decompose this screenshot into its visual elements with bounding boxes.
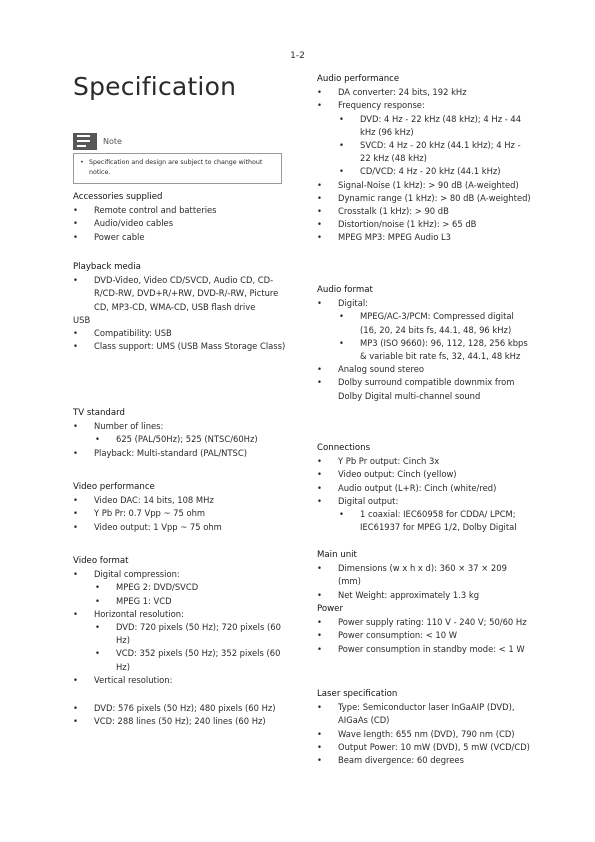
- list-subitem: • MPEG 2: DVD/SVCD: [73, 581, 288, 594]
- list-item: • Dynamic range (1 kHz): > 80 dB (A-weighted): [317, 192, 532, 205]
- list-subitem: • MPEG 1: VCD: [73, 595, 288, 608]
- list-item: • Class support: UMS (USB Mass Storage Class): [73, 340, 288, 353]
- note-text: Specification and design are subject to change without notice.: [89, 159, 263, 176]
- list-item: • Signal-Noise (1 kHz): > 90 dB (A-weighted): [317, 179, 532, 192]
- list-item: • Digital compression:: [73, 568, 288, 581]
- laser-section: [317, 688, 532, 767]
- video-performance-section: [73, 481, 288, 534]
- list-item: • Remote control and batteries: [73, 204, 288, 217]
- list-item: • Digital:: [317, 297, 532, 310]
- power-heading: Power: [317, 604, 343, 614]
- accessories-section: [73, 191, 288, 244]
- list-item: • Power cable: [73, 231, 288, 244]
- list-item: • Dolby surround compatible downmix from Dolby Digital multi-channel sound: [317, 376, 532, 402]
- list-item: • DA converter: 24 bits, 192 kHz: [317, 86, 532, 99]
- list-subitem: • 625 (PAL/50Hz); 525 (NTSC/60Hz): [73, 433, 288, 446]
- list-item: • Dimensions (w x h x d): 360 × 37 × 209 (mm): [317, 562, 532, 588]
- connections-section: [317, 442, 532, 534]
- video-format-heading: Video format: [73, 556, 129, 566]
- audio-performance-heading: Audio performance: [317, 74, 400, 84]
- note-body: • Specification and design are subject to change without notice.: [73, 153, 282, 184]
- list-item: • VCD: 288 lines (50 Hz); 240 lines (60 Hz): [73, 715, 288, 728]
- note-icon: [73, 133, 97, 150]
- tv-standard-section: [73, 407, 288, 460]
- power-section: [317, 603, 532, 656]
- audio-format-section: [317, 284, 532, 403]
- connections-heading: Connections: [317, 443, 371, 453]
- list-item: • MPEG MP3: MPEG Audio L3: [317, 231, 532, 244]
- audio-performance-section: [317, 73, 532, 245]
- list-subitem: • DVD: 720 pixels (50 Hz); 720 pixels (60 Hz): [73, 621, 288, 647]
- list-item: • Video output: Cinch (yellow): [317, 468, 532, 481]
- laser-heading: Laser specification: [317, 689, 398, 699]
- list-item: • Vertical resolution:: [73, 674, 288, 687]
- main-unit-section: [317, 549, 532, 602]
- page-title: Specification: [73, 72, 237, 101]
- playback-section: [73, 261, 288, 353]
- tv-heading: TV standard: [73, 408, 125, 418]
- list-item: • DVD-Video, Video CD/SVCD, Audio CD, CD-R/CD-RW, DVD+R/+RW, DVD-R/-RW, Picture CD, MP3-CD, WMA-CD, USB flash drive: [73, 274, 288, 314]
- page-number: 1-2: [290, 51, 305, 61]
- list-item: • Analog sound stereo: [317, 363, 532, 376]
- video-format-section: [73, 555, 288, 728]
- list-item: • Type: Semiconductor laser InGaAIP (DVD), AIGaAs (CD): [317, 701, 532, 727]
- note-box: [73, 131, 282, 184]
- accessories-heading: Accessories supplied: [73, 192, 163, 202]
- audio-format-heading: Audio format: [317, 285, 373, 295]
- note-label: Note: [103, 136, 122, 146]
- list-subitem: • SVCD: 4 Hz - 20 kHz (44.1 kHz); 4 Hz - 22 kHz (48 kHz): [317, 139, 532, 165]
- list-subitem: • MP3 (ISO 9660): 96, 112, 128, 256 kbps & variable bit rate fs, 32, 44.1, 48 kHz: [317, 337, 532, 363]
- list-subitem: • VCD: 352 pixels (50 Hz); 352 pixels (60 Hz): [73, 647, 288, 673]
- note-header: [73, 131, 282, 151]
- list-item: • Horizontal resolution:: [73, 608, 288, 621]
- list-item: • Audio/video cables: [73, 217, 288, 230]
- list-item: • Video DAC: 14 bits, 108 MHz: [73, 494, 288, 507]
- list-subitem: • DVD: 4 Hz - 22 kHz (48 kHz); 4 Hz - 44 kHz (96 kHz): [317, 113, 532, 139]
- list-item: • Playback: Multi-standard (PAL/NTSC): [73, 447, 288, 460]
- list-item: • Y Pb Pr: 0.7 Vpp ~ 75 ohm: [73, 507, 288, 520]
- list-item: • Beam divergence: 60 degrees: [317, 754, 532, 767]
- list-subitem: • CD/VCD: 4 Hz - 20 kHz (44.1 kHz): [317, 165, 532, 178]
- list-subitem: • 1 coaxial: IEC60958 for CDDA/ LPCM; IEC61937 for MPEG 1/2, Dolby Digital: [317, 508, 532, 534]
- list-item: • Y Pb Pr output: Cinch 3x: [317, 455, 532, 468]
- list-item: • Audio output (L+R): Cinch (white/red): [317, 482, 532, 495]
- list-item: • Digital output:: [317, 495, 532, 508]
- main-unit-heading: Main unit: [317, 550, 357, 560]
- usb-label: USB: [73, 314, 91, 325]
- list-item: • DVD: 576 pixels (50 Hz); 480 pixels (60 Hz): [73, 702, 288, 715]
- list-item: • Output Power: 10 mW (DVD), 5 mW (VCD/CD): [317, 741, 532, 754]
- list-item: • Power consumption in standby mode: < 1 W: [317, 643, 532, 656]
- list-item: • Power supply rating: 110 V - 240 V; 50/60 Hz: [317, 616, 532, 629]
- video-performance-heading: Video performance: [73, 482, 155, 492]
- list-item: • Number of lines:: [73, 420, 288, 433]
- list-item: • Video output: 1 Vpp ~ 75 ohm: [73, 521, 288, 534]
- list-item: • Distortion/noise (1 kHz): > 65 dB: [317, 218, 532, 231]
- playback-heading: Playback media: [73, 262, 141, 272]
- list-item: • Compatibility: USB: [73, 327, 288, 340]
- list-subitem: • MPEG/AC-3/PCM: Compressed digital (16, 20, 24 bits fs, 44.1, 48, 96 kHz): [317, 310, 532, 336]
- list-item: • Frequency response:: [317, 99, 532, 112]
- list-item: • Crosstalk (1 kHz): > 90 dB: [317, 205, 532, 218]
- list-item: • Wave length: 655 nm (DVD), 790 nm (CD): [317, 728, 532, 741]
- list-item: • Net Weight: approximately 1.3 kg: [317, 589, 532, 602]
- list-item: • Power consumption: < 10 W: [317, 629, 532, 642]
